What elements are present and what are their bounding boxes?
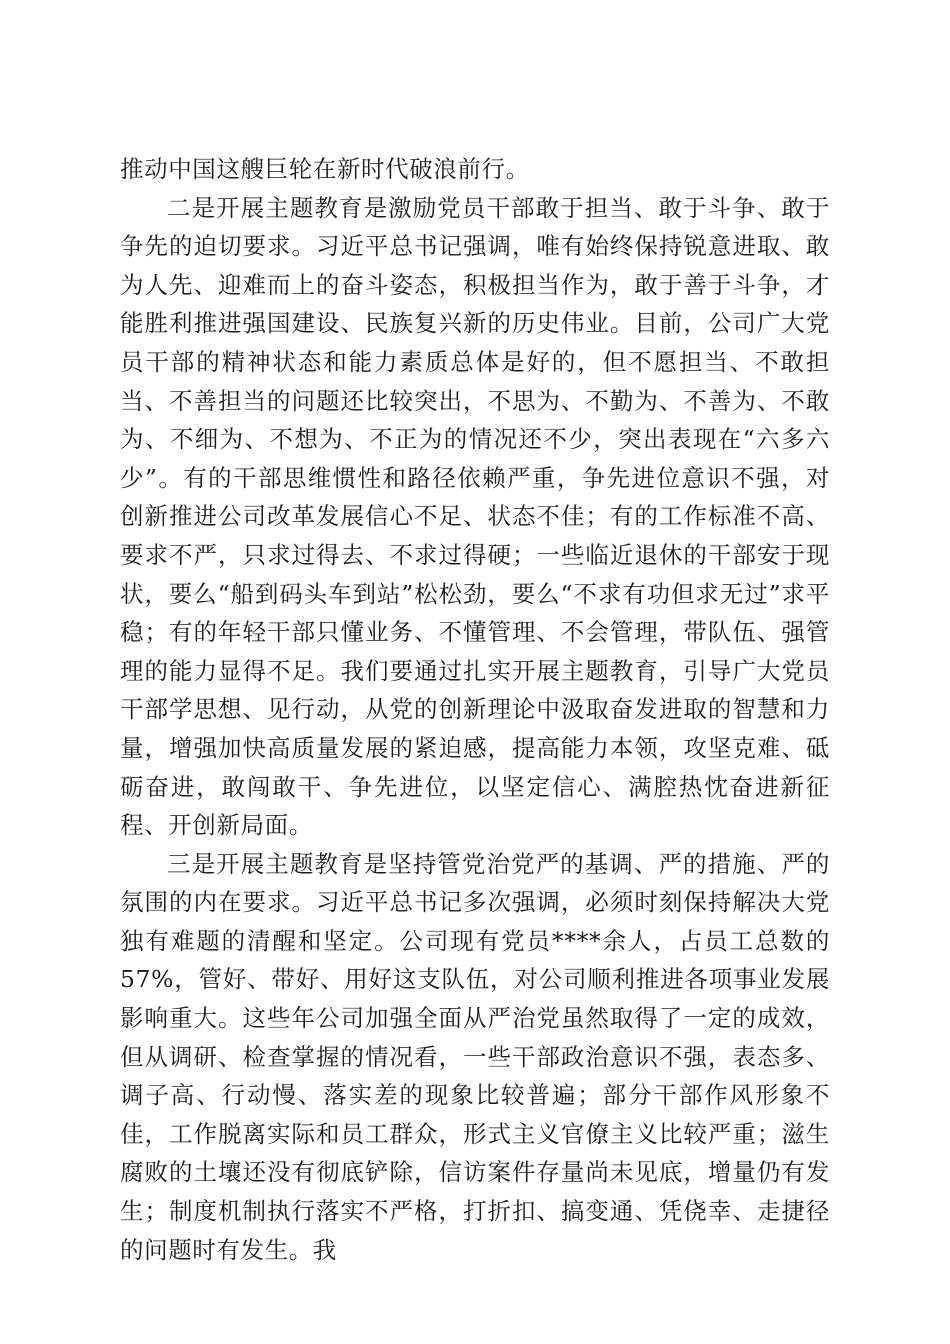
paragraph-point-three: 三是开展主题教育是坚持管党治党严的基调、严的措施、严的氛围的内在要求。习近平总书记多次强调，必须时刻保持解决大党独有难题的清醒和坚定。公司现有党员****余人，占员工总数的57%，管好、带好、用好这支队伍，对公司顺利推进各项事业发展影响重大。这些年公司加强全面从严治党虽然取得了一定的成效，但从调研、检查掌握的情况看，一些干部政治意识不强，表态多、调子高、行动慢、落实差的现象比较普遍；部分干部作风形象不佳，工作脱离实际和员工群众，形式主义官僚主义比较严重；滋生腐败的土壤还没有彻底铲除，信访案件存量尚未见底，增量仍有发生；制度机制执行落实不严格，打折扣、搞变通、凭侥幸、走捷径的问题时有发生。我 — [120, 849, 830, 1264]
paragraph-continuation: 推动中国这艘巨轮在新时代破浪前行。 — [120, 155, 530, 183]
paragraph-point-two: 二是开展主题教育是激励党员干部敢于担当、敢于斗争、敢于争先的迫切要求。习近平总书记强调，唯有始终保持锐意进取、敢为人先、迎难而上的奋斗姿态，积极担当作为，敢于善于斗争，才能胜利推进强国建设、民族复兴新的历史伟业。目前，公司广大党员干部的精神状态和能力素质总体是好的，但不愿担当、不敢担当、不善担当的问题还比较突出，不思为、不勤为、不善为、不敢为、不细为、不想为、不正为的情况还不少，突出表现在“六多六少”。有的干部思维惯性和路径依赖严重，争先进位意识不强，对创新推进公司改革发展信心不足、状态不佳；有的工作标准不高、要求不严，只求过得去、不求过得硬；一些临近退休的干部安于现状，要么“船到码头车到站”松松劲，要么“不求有功但求无过”求平稳；有的年轻干部只懂业务、不懂管理、不会管理，带队伍、强管理的能力显得不足。我们要通过扎实开展主题教育，引导广大党员干部学思想、见行动，从党的创新理论中汲取奋发进取的智慧和力量，增强加快高质量发展的紧迫感，提高能力本领，攻坚克难、砥砺奋进，敢闯敢干、争先进位，以坚定信心、满腔热忱奋进新征程、开创新局面。 — [120, 193, 830, 840]
body-text — [120, 150, 830, 1269]
